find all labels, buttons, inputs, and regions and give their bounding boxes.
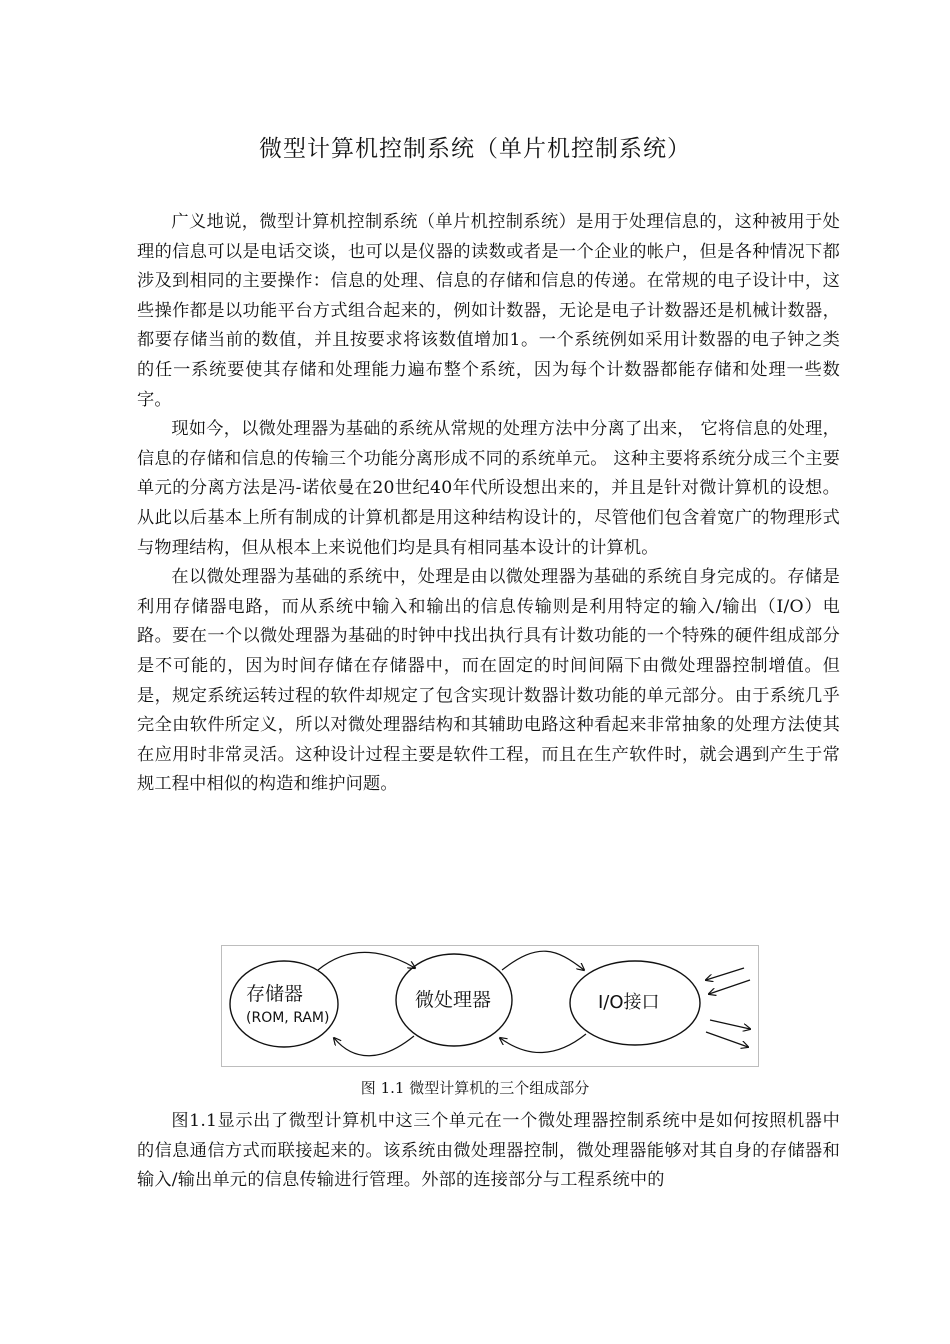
- arrow-external-out-2: [706, 1032, 748, 1047]
- arrow-io-to-cpu: [500, 1034, 586, 1053]
- page-title: 微型计算机控制系统（单片机控制系统）: [259, 136, 691, 162]
- body-text-top: [137, 208, 840, 800]
- paragraph-3: 在以微处理器为基础的系统中，处理是由以微处理器为基础的系统自身完成的。存储是利用存储器电路，而从系统中输入和输出的信息传输则是利用特定的输入/输出（I/O）电路。要在一个以微处理器为基础的时钟中找出执行具有计数功能的一个特殊的硬件组成部分是不可能的，因为时间存储在存储器中，而在固定的时间间隔下由微处理器控制增值。但是，规定系统运转过程的软件却规定了包含实现计数器计数功能的单元部分。由于系统几乎完全由软件所定义，所以对微处理器结构和其辅助电路这种看起来非常抽象的处理方法使其在应用时非常灵活。这种设计过程主要是软件工程，而且在生产软件时，就会遇到产生于常规工程中相似的构造和维护问题。: [137, 567, 840, 795]
- figure-block-diagram: [221, 945, 759, 1067]
- io-label: I/O接口: [598, 992, 660, 1013]
- arrow-external-in-1: [706, 968, 744, 980]
- body-text-bottom: [137, 1107, 840, 1196]
- block-diagram-svg: [222, 946, 758, 1066]
- arrow-external-out-1: [710, 1020, 750, 1029]
- arrow-cpu-to-memory: [334, 1036, 414, 1056]
- arrow-external-in-2: [709, 980, 750, 994]
- paragraph-1: 广义地说，微型计算机控制系统（单片机控制系统）是用于处理信息的，这种被用于处理的信息可以是电话交谈，也可以是仪器的读数或者是一个企业的帐户，但是各种情况下都涉及到相同的主要操作：信息的处理、信息的存储和信息的传递。在常规的电子设计中，这些操作都是以功能平台方式组合起来的，例如计数器，无论是电子计数器还是机械计数器，都要存储当前的数值，并且按要求将该数值增加1。一个系统例如采用计数器的电子钟之类的任一系统要使其存储和处理能力遍布整个系统，因为每个计数器都能存储和处理一些数字。: [137, 212, 840, 410]
- memory-sublabel: (ROM, RAM): [246, 1010, 330, 1026]
- paragraph-2: 现如今，以微处理器为基础的系统从常规的处理方法中分离了出来， 它将信息的处理，信息的存储和信息的传输三个功能分离形成不同的系统单元。 这种主要将系统分成三个主要单元的分离方法是冯-诺依曼在20世纪40年代所设想出来的，并且是针对微计算机的设想。从此以后基本上所有制成的计算机都是用这种结构设计的，尽管他们包含着宽广的物理形式与物理结构，但从根本上来说他们均是具有相同基本设计的计算机。: [137, 419, 840, 558]
- cpu-label: 微处理器: [415, 989, 492, 1011]
- memory-label: 存储器: [246, 983, 304, 1005]
- arrow-memory-to-cpu: [318, 952, 415, 970]
- arrow-cpu-to-io: [502, 951, 584, 970]
- figure-caption: 图 1.1 微型计算机的三个组成部分: [360, 1079, 590, 1097]
- paragraph-4: 图1.1显示出了微型计算机中这三个单元在一个微处理器控制系统中是如何按照机器中的信息通信方式而联接起来的。该系统由微处理器控制，微处理器能够对其自身的存储器和输入/输出单元的信息传输进行管理。外部的连接部分与工程系统中的: [137, 1111, 840, 1191]
